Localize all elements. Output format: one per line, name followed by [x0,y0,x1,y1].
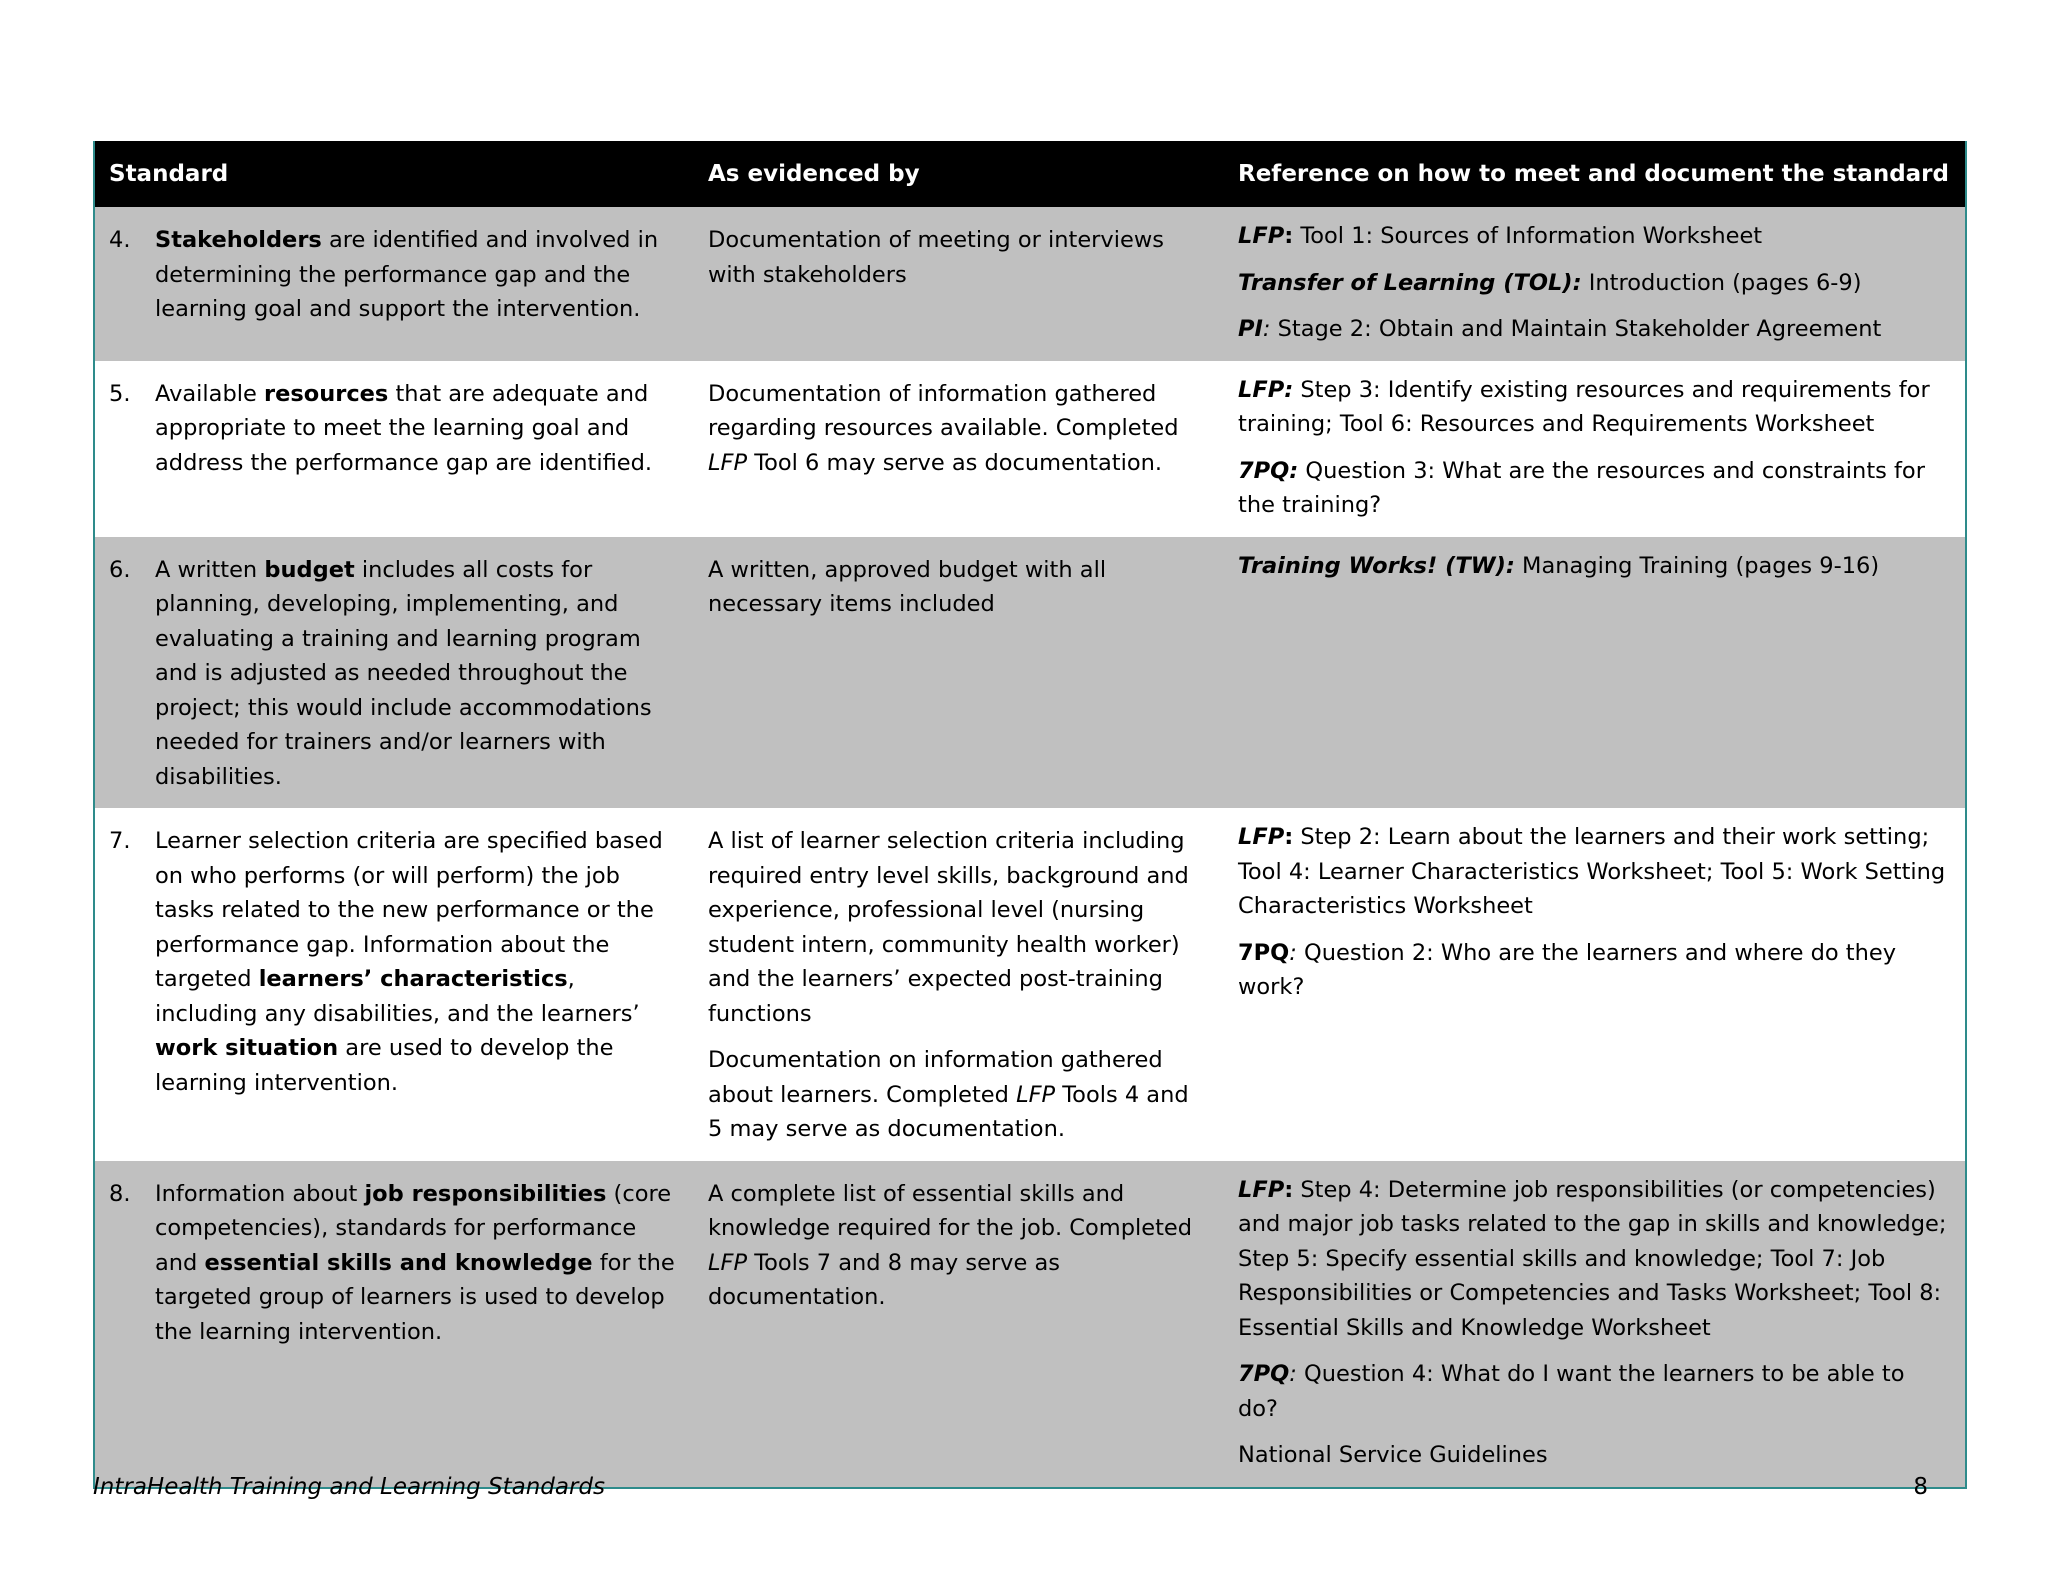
reference-paragraph [1238,820,1951,924]
table-row [94,1161,1966,1488]
text-run: are used to develop the learning intervention. [155,1035,614,1096]
emphasis-run: learners’ characteristics [258,966,568,992]
evidence-paragraph [708,553,1210,622]
table-body [94,207,1966,1488]
emphasis-run: : [1284,1176,1294,1203]
emphasis-run: PI [1238,316,1263,342]
emphasis-run: LFP [1238,1176,1285,1203]
reference-cell [1224,537,1966,809]
text-run: Step 4: Determine job responsibilities (or competencies) and major job tasks related to the gap in skills and knowledge; Step 5: Specify essential skills and knowledge; Tool 7: Job Responsibilities or Competencies and Tasks Worksheet; Tool 8: Essential Skills and Knowledge Worksheet [1238,1176,1947,1341]
text-run: Documentation of meeting or interviews with stakeholders [708,227,1164,288]
evidence-cell [694,1161,1224,1488]
table-row [94,207,1966,361]
evidence-paragraph [708,1043,1210,1147]
reference-cell [1224,1161,1966,1488]
standard-number: 7. [109,828,131,854]
text-run: Stage 2: Obtain and Maintain Stakeholder Agreement [1270,316,1882,342]
text-run: Documentation of information gathered regarding resources available. Completed [708,380,1179,441]
standard-number: 4. [109,227,131,253]
standard-text [155,1177,680,1350]
emphasis-run: : [1284,223,1294,249]
text-run: includes all costs for planning, developing, implementing, and evaluating a training and learning program and is adjusted as needed throughout the project; this would include accommodations needed for trainers and/or learners with disabilities. [155,556,652,790]
table-row [94,808,1966,1161]
reference-paragraph [1238,312,1951,347]
evidence-paragraph [708,824,1210,1031]
emphasis-run: job responsibilities [364,1180,607,1207]
standard-number: 8. [109,1180,131,1207]
evidence-cell [694,361,1224,537]
evidence-paragraph [708,223,1210,292]
standard-number: 5. [109,380,131,407]
emphasis-run: : [1262,316,1271,342]
text-run: Introduction (pages 6-9) [1581,269,1862,296]
text-run: Step 3: Identify existing resources and requirements for training; Tool 6: Resources and Requirements Worksheet [1238,376,1930,437]
text-run: Question 3: What are the resources and constraints for the training? [1238,457,1925,518]
emphasis-run: : [1289,1361,1297,1387]
evidence-cell [694,537,1224,809]
emphasis-run: 7PQ: [1238,457,1299,484]
text-run: Question 2: Who are the learners and where do they work? [1238,939,1897,1000]
emphasis-run: Training Works! (TW): [1238,552,1515,579]
text-run: Tools 4 and 5 may serve as documentation. [708,1081,1189,1142]
standard-number: 6. [109,556,131,583]
standard-cell [94,808,694,1161]
evidence-paragraph [708,1177,1210,1315]
emphasis-run: 7PQ [1238,1361,1290,1387]
text-run: Managing Training (pages 9-16) [1514,552,1880,579]
text-run: (core competencies), standards for performance and [155,1180,672,1276]
header-reference: Reference on how to meet and document the standard [1224,141,1966,207]
standard-cell [94,537,694,809]
emphasis-run: 7PQ [1238,939,1290,966]
reference-paragraph [1238,454,1951,523]
emphasis-run: work situation [155,1035,339,1061]
reference-paragraph [1238,1438,1951,1473]
standard-cell [94,1161,694,1488]
text-run: Documentation on information gathered about learners. Completed [708,1047,1163,1108]
text-run: Tool 6 may serve as documentation. [747,449,1163,476]
emphasis-run: essential skills and knowledge [204,1249,593,1276]
standard-text [155,553,680,795]
emphasis-run: : [1284,824,1294,850]
reference-paragraph [1238,219,1951,254]
text-run: for the targeted group of learners is used to develop the learning intervention. [155,1249,675,1345]
emphasis-run: LFP [708,1249,748,1276]
reference-paragraph [1238,266,1951,301]
text-run: Question 4: What do I want the learners to be able to do? [1238,1361,1905,1422]
evidence-cell [694,808,1224,1161]
text-run: A written, approved budget with all necessary items included [708,556,1107,617]
reference-paragraph [1238,373,1951,442]
text-run: that are adequate and appropriate to meet the learning goal and address the performance gap are identified. [155,380,653,476]
table-row [94,361,1966,537]
emphasis-run: Transfer of Learning (TOL): [1238,269,1582,296]
reference-paragraph [1238,1357,1951,1426]
emphasis-run: LFP: [1238,376,1294,403]
table-row [94,537,1966,809]
evidence-paragraph [708,377,1210,481]
emphasis-run: LFP [1016,1081,1056,1108]
text-run: Available [155,380,264,407]
standard-cell [94,207,694,361]
emphasis-run: LFP [708,449,748,476]
text-run: A list of learner selection criteria including required entry level skills, background and experience, professional level (nursing student intern, community health worker) and the learners’ expected post-training functions [708,828,1189,1027]
text-run: Tools 7 and 8 may serve as documentation. [708,1249,1061,1310]
text-run: Learner selection criteria are specified based on who performs (or will perform) the job tasks related to the new performance or the performance gap. Information about the targeted [155,828,663,992]
reference-cell [1224,207,1966,361]
emphasis-run: : [1289,939,1297,966]
text-run: Tool 1: Sources of Information Worksheet [1293,223,1763,249]
table-header-row [94,141,1966,207]
text-run: A complete list of essential skills and knowledge required for the job. Completed [708,1180,1193,1241]
emphasis-run: Stakeholders [155,227,322,253]
emphasis-run: LFP [1238,824,1285,850]
emphasis-run: budget [264,556,355,583]
header-evidenced-by: As evidenced by [694,141,1224,207]
text-run: Step 2: Learn about the learners and their work setting; Tool 4: Learner Characteristics Worksheet; Tool 5: Work Setting Characteristics Worksheet [1238,824,1946,919]
page-number: 8 [1913,1474,1928,1500]
header-standard: Standard [94,141,694,207]
reference-paragraph [1238,549,1951,584]
reference-cell [1224,808,1966,1161]
emphasis-run: LFP [1238,223,1285,249]
reference-paragraph [1238,936,1951,1005]
text-run: , including any disabilities, and the learners’ [155,966,640,1027]
standard-text [155,824,680,1100]
emphasis-run: resources [264,380,389,407]
standard-cell [94,361,694,537]
text-run: are identified and involved in determining the performance gap and the learning goal and support the intervention. [155,227,659,322]
evidence-cell [694,207,1224,361]
text-run: A written [155,556,265,583]
reference-cell [1224,361,1966,537]
footer-document-title: IntraHealth Training and Learning Standards [93,1474,605,1500]
standard-text [155,223,680,327]
standard-text [155,377,680,481]
text-run: Information about [155,1180,365,1207]
reference-paragraph [1238,1173,1951,1346]
text-run: National Service Guidelines [1238,1442,1548,1468]
standards-table [93,141,1967,1489]
